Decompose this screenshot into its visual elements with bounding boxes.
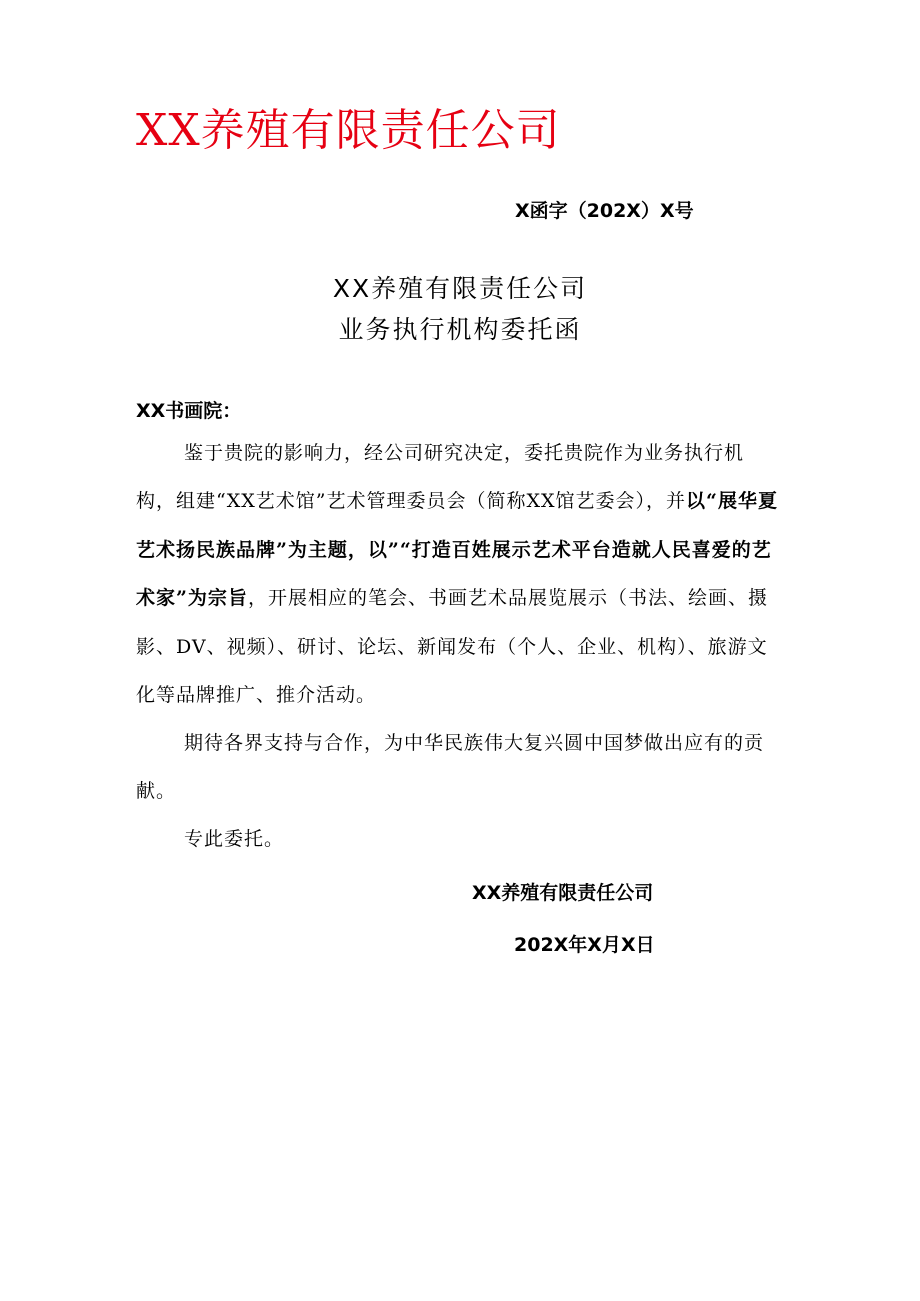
- paragraph-1-text-end: ，开展相应的笔会、书画艺术品展览展示（书法、绘画、摄影、DV、视频）、研讨、论坛、新闻发布（个人、企业、机构）、旅游文化等品牌推广、推介活动。: [136, 587, 768, 707]
- signature-company: XX养殖有限责任公司: [472, 882, 654, 904]
- body-paragraph-1: [136, 429, 782, 719]
- paragraph-1-text-start: 鉴于贵院的影响力，经公司研究决定，委托贵院作为业务执行机构，组建“XX艺术馆”艺术管理委员会（简称XX馆艺委会），并: [136, 442, 745, 513]
- document-title-company: XX养殖有限责任公司: [332, 274, 588, 303]
- paragraph-1-bold-theme: 以“展华夏艺术扬民族品牌”为主题，以”“打造百姓展示艺术平台造就人民喜爱的艺术家”为宗旨: [136, 490, 778, 610]
- salutation: XX书画院：: [136, 400, 242, 422]
- document-number: X函字（202X）X号: [515, 200, 694, 222]
- signature-date: 202X年X月X日: [514, 934, 655, 956]
- body-paragraph-3: 专此委托。: [184, 828, 285, 850]
- body-paragraph-2: 期待各界支持与合作，为中华民族伟大复兴圆中国梦做出应有的贡献。: [136, 732, 765, 803]
- company-letterhead: XX养殖有限责任公司: [136, 105, 561, 156]
- document-title: 业务执行机构委托函: [338, 315, 582, 344]
